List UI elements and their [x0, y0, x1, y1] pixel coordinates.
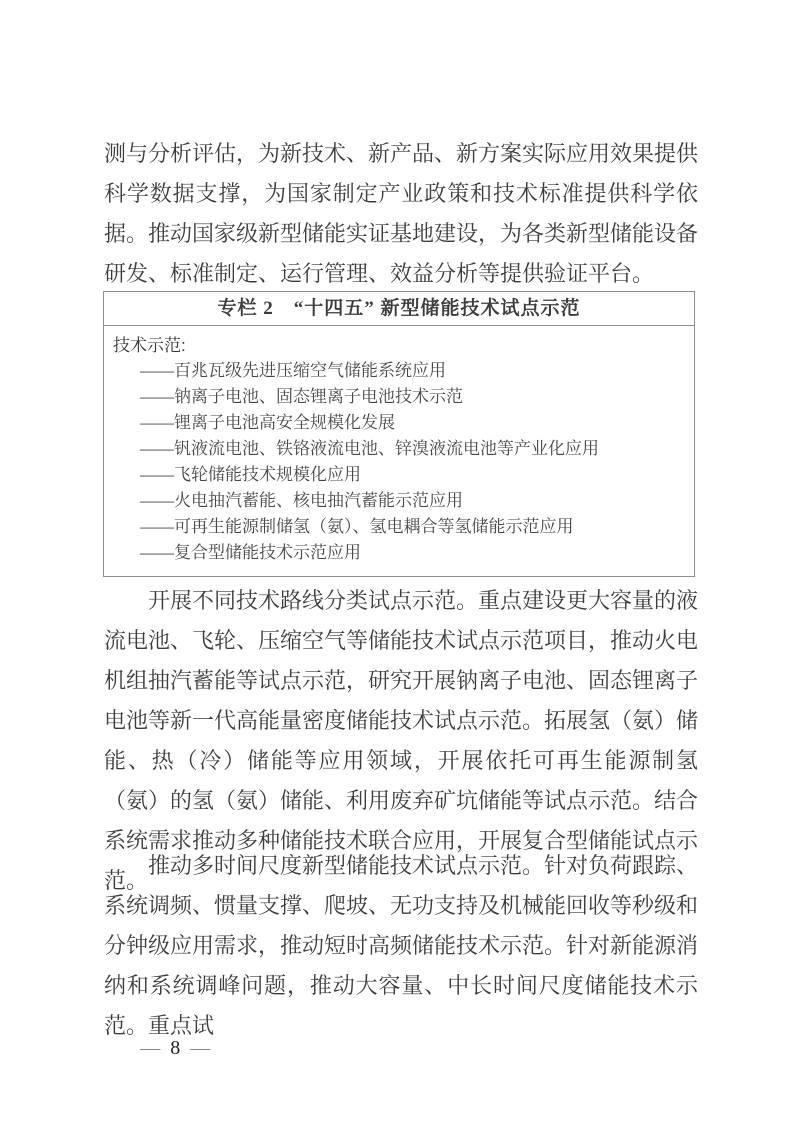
callout-list-item: ——钠离子电池、固态锂离子电池技术示范	[140, 387, 463, 406]
body-paragraph-1: 测与分析评估，为新技术、新产品、新方案实际应用效果提供科学数据支撑，为国家制定产业政策和技术标准提供科学依据。推动国家级新型储能实证基地建设，为各类新型储能设备研发、标准制定、运行管理、效益分析等提供验证平台。	[104, 141, 699, 286]
callout-box-column-2	[103, 291, 695, 577]
body-paragraph-3: 推动多时间尺度新型储能技术试点示范。针对负荷跟踪、系统调频、惯量支撑、爬坡、无功支持及机械能回收等秒级和分钟级应用需求，推动短时高频储能技术示范。针对新能源消纳和系统调峰问题，推动大容量、中长时间尺度储能技术示范。重点试	[104, 853, 699, 1038]
callout-list-item: ——钒液流电池、铁铬液流电池、锌溴液流电池等产业化应用	[140, 439, 599, 458]
body-paragraph-2: 开展不同技术路线分类试点示范。重点建设更大容量的液流电池、飞轮、压缩空气等储能技术试点示范项目，推动火电机组抽汽蓄能等试点示范，研究开展钠离子电池、固态锂离子电池等新一代高能量密度储能技术试点示范。拓展氢（氨）储能、热（冷）储能等应用领域，开展依托可再生能源制氢（氨）的氢（氨）储能、利用废弃矿坑储能等试点示范。结合系统需求推动多种储能技术联合应用，开展复合型储能试点示范。	[104, 588, 699, 893]
callout-list-item: ——百兆瓦级先进压缩空气储能系统应用	[140, 361, 446, 380]
callout-box-title: 专栏 2 “十四五” 新型储能技术试点示范	[104, 292, 694, 326]
callout-list-item: ——复合型储能技术示范应用	[140, 543, 361, 562]
page-number	[118, 1006, 210, 1090]
paragraph-block-1	[104, 134, 698, 294]
callout-box-body	[104, 326, 694, 576]
page-number-dash-right: —	[190, 1037, 211, 1059]
page-number-value: 8	[170, 1037, 181, 1059]
callout-list-item: ——飞轮储能技术规模化应用	[140, 465, 361, 484]
callout-list-item: ——可再生能源制储氢（氨）、氢电耦合等氢储能示范应用	[140, 517, 574, 536]
page-number-dash-left: —	[140, 1037, 161, 1059]
callout-list-item: ——火电抽汽蓄能、核电抽汽蓄能示范应用	[140, 491, 463, 510]
callout-section-label: 技术示范:	[113, 336, 186, 355]
callout-list-item: ——锂离子电池高安全规模化发展	[140, 413, 395, 432]
